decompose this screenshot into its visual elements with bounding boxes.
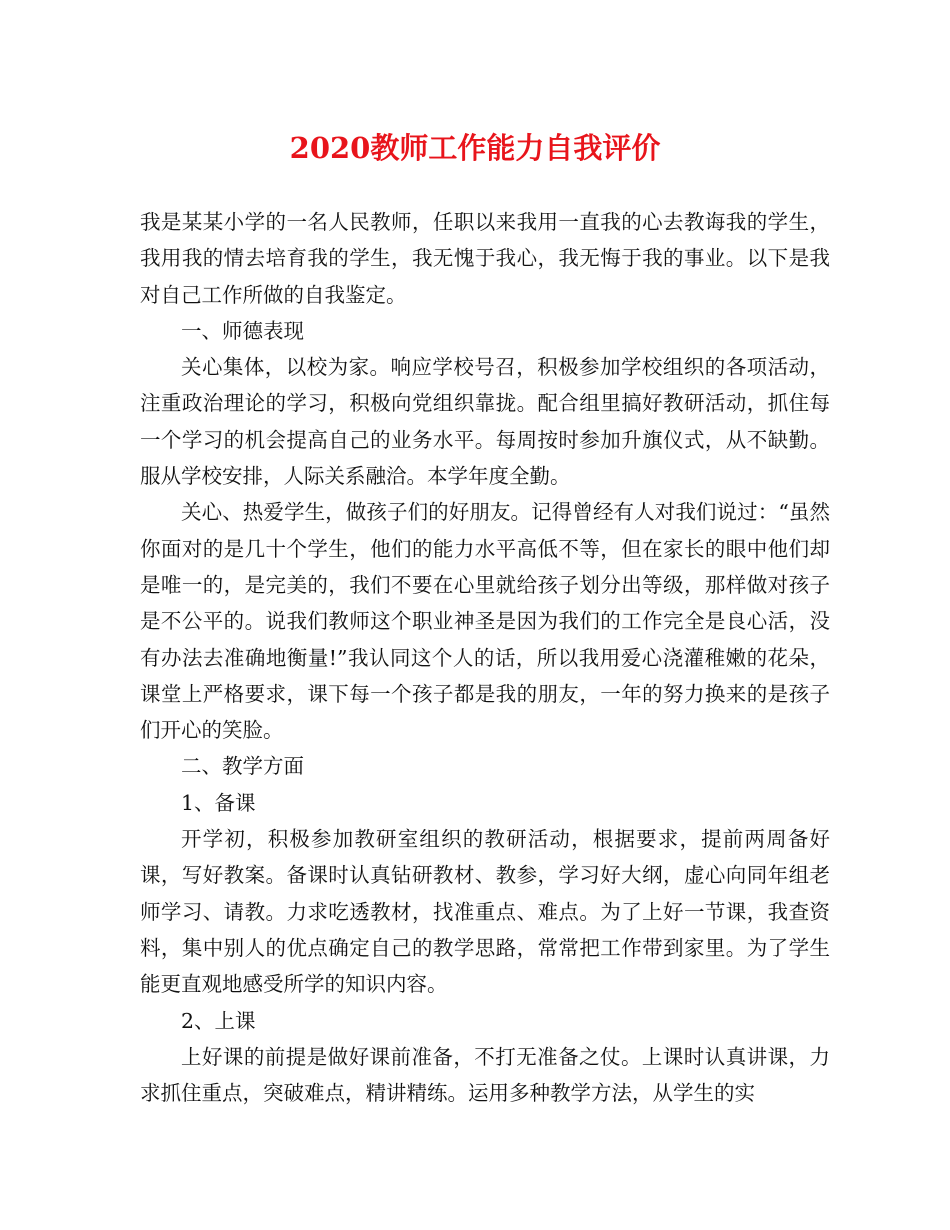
paragraph-lesson-prep: 开学初，积极参加教研室组织的教研活动，根据要求，提前两周备好课，写好教案。备课时认真钻研教材、教参，学习好大纲，虚心向同年组老师学习、请教。力求吃透教材，找准重点、难点。为了上好一节课，我查资料，集中别人的优点确定自己的教学思路，常常把工作带到家里。为了学生能更直观地感受所学的知识内容。 — [140, 827, 830, 997]
paragraph-class: 上好课的前提是做好课前准备，不打无准备之仗。上课时认真讲课，力求抓住重点，突破难点，精讲精练。运用多种教学方法，从学生的实 — [140, 1044, 830, 1106]
subheading-class: 2、上课 — [181, 1008, 256, 1033]
document-title: 2020教师工作能力自我评价 — [289, 131, 661, 165]
section-heading-teaching: 二、教学方面 — [181, 754, 304, 779]
paragraph-intro: 我是某某小学的一名人民教师，任职以来我用一直我的心去教诲我的学生，我用我的情去培育我的学生，我无愧于我心，我无悔于我的事业。以下是我对自己工作所做的自我鉴定。 — [140, 210, 830, 307]
paragraph-students: 关心、热爱学生，做孩子们的好朋友。记得曾经有人对我们说过：“虽然你面对的是几十个学生，他们的能力水平高低不等，但在家长的眼中他们却是唯一的，是完美的，我们不要在心里就给孩子划分出等级，那样做对孩子是不公平的。说我们教师这个职业神圣是因为我们的工作完全是良心活，没有办法去准确地衡量!”我认同这个人的话，所以我用爱心浇灌稚嫩的花朵，课堂上严格要求，课下每一个孩子都是我的朋友，一年的努力换来的是孩子们开心的笑脸。 — [140, 500, 830, 743]
paragraph-collective: 关心集体，以校为家。响应学校号召，积极参加学校组织的各项活动，注重政治理论的学习，积极向党组织靠拢。配合组里搞好教研活动，抓住每一个学习的机会提高自己的业务水平。每周按时参加升旗仪式，从不缺勤。服从学校安排，人际关系融洽。本学年度全勤。 — [140, 355, 830, 489]
section-heading-ethics: 一、师德表现 — [181, 318, 304, 343]
subheading-lesson-prep: 1、备课 — [181, 790, 256, 815]
document-body — [140, 204, 830, 1111]
